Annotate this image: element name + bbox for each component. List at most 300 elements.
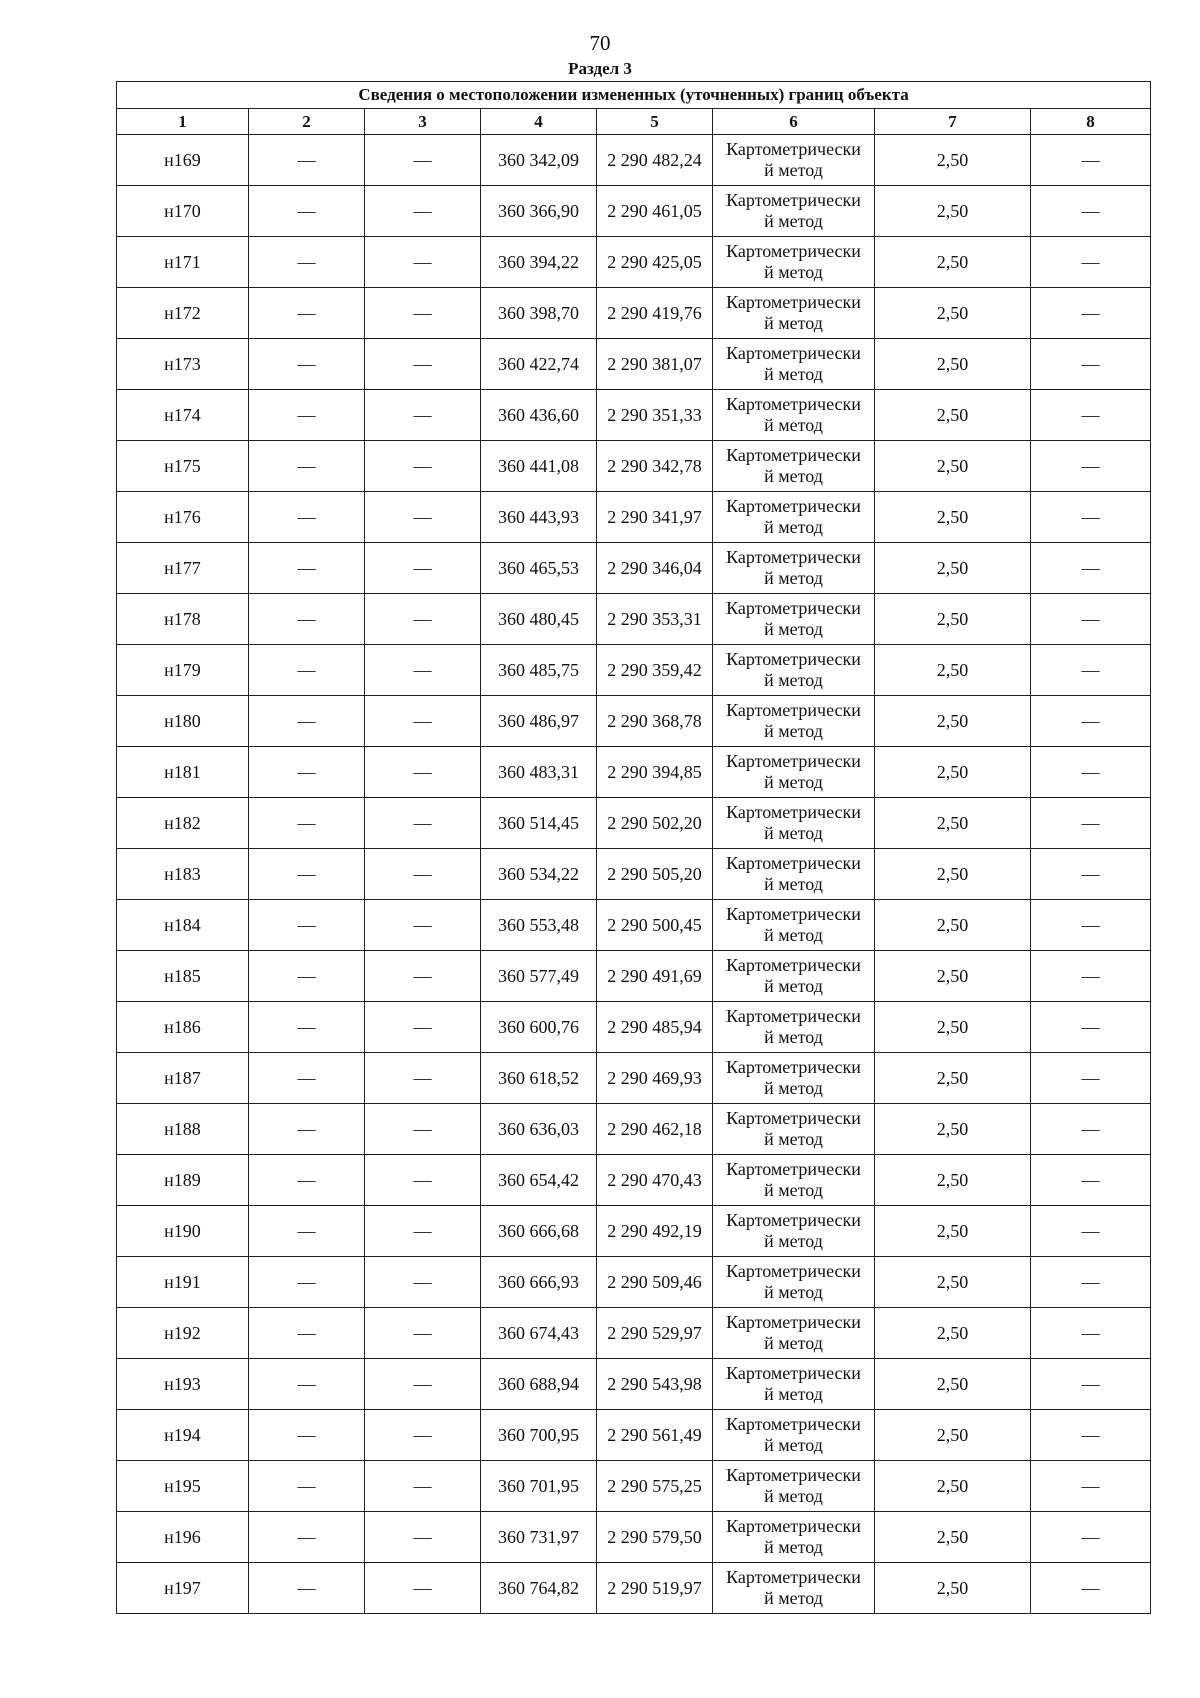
empty-dash-cell: — xyxy=(365,390,481,441)
table-row xyxy=(117,1104,1151,1155)
empty-dash-cell: — xyxy=(365,1104,481,1155)
x-coordinate-cell: 360 443,93 xyxy=(481,492,597,543)
method-text-line: й метод xyxy=(764,670,823,690)
empty-dash-cell: — xyxy=(1031,1053,1151,1104)
y-coordinate-cell: 2 290 492,19 xyxy=(597,1206,713,1257)
x-coordinate-cell: 360 600,76 xyxy=(481,1002,597,1053)
point-number-cell: н169 xyxy=(117,135,249,186)
empty-dash-cell: — xyxy=(249,900,365,951)
empty-dash-cell: — xyxy=(249,1002,365,1053)
precision-cell: 2,50 xyxy=(875,1155,1031,1206)
method-cell xyxy=(713,1461,875,1512)
x-coordinate-cell: 360 534,22 xyxy=(481,849,597,900)
table-row xyxy=(117,1206,1151,1257)
empty-dash-cell: — xyxy=(249,441,365,492)
point-number-cell: н172 xyxy=(117,288,249,339)
x-coordinate-cell: 360 700,95 xyxy=(481,1410,597,1461)
empty-dash-cell: — xyxy=(365,747,481,798)
method-cell xyxy=(713,441,875,492)
y-coordinate-cell: 2 290 502,20 xyxy=(597,798,713,849)
method-text-line: Картометрически xyxy=(726,1414,861,1434)
empty-dash-cell: — xyxy=(1031,339,1151,390)
empty-dash-cell: — xyxy=(1031,1257,1151,1308)
empty-dash-cell: — xyxy=(249,951,365,1002)
precision-cell: 2,50 xyxy=(875,441,1031,492)
x-coordinate-cell: 360 394,22 xyxy=(481,237,597,288)
y-coordinate-cell: 2 290 353,31 xyxy=(597,594,713,645)
method-text-line: й метод xyxy=(764,1333,823,1353)
empty-dash-cell: — xyxy=(1031,1512,1151,1563)
table-row xyxy=(117,543,1151,594)
method-text-line: й метод xyxy=(764,1486,823,1506)
empty-dash-cell: — xyxy=(365,1563,481,1614)
point-number-cell: н175 xyxy=(117,441,249,492)
method-text-line: й метод xyxy=(764,568,823,588)
table-row xyxy=(117,696,1151,747)
empty-dash-cell: — xyxy=(249,1563,365,1614)
empty-dash-cell: — xyxy=(1031,135,1151,186)
table-row xyxy=(117,390,1151,441)
method-cell xyxy=(713,135,875,186)
x-coordinate-cell: 360 398,70 xyxy=(481,288,597,339)
point-number-cell: н183 xyxy=(117,849,249,900)
empty-dash-cell: — xyxy=(365,1257,481,1308)
y-coordinate-cell: 2 290 579,50 xyxy=(597,1512,713,1563)
column-number: 7 xyxy=(875,109,1031,135)
method-text-line: Картометрически xyxy=(726,1516,861,1536)
empty-dash-cell: — xyxy=(1031,645,1151,696)
column-number: 3 xyxy=(365,109,481,135)
point-number-cell: н194 xyxy=(117,1410,249,1461)
column-number-row xyxy=(117,109,1151,135)
method-text-line: Картометрически xyxy=(726,1108,861,1128)
empty-dash-cell: — xyxy=(365,849,481,900)
method-text-line: й метод xyxy=(764,1027,823,1047)
method-text-line: й метод xyxy=(764,313,823,333)
y-coordinate-cell: 2 290 469,93 xyxy=(597,1053,713,1104)
precision-cell: 2,50 xyxy=(875,1308,1031,1359)
empty-dash-cell: — xyxy=(1031,1410,1151,1461)
method-text-line: Картометрически xyxy=(726,1006,861,1026)
precision-cell: 2,50 xyxy=(875,543,1031,594)
x-coordinate-cell: 360 666,93 xyxy=(481,1257,597,1308)
method-cell xyxy=(713,390,875,441)
method-cell xyxy=(713,1308,875,1359)
precision-cell: 2,50 xyxy=(875,237,1031,288)
y-coordinate-cell: 2 290 394,85 xyxy=(597,747,713,798)
x-coordinate-cell: 360 731,97 xyxy=(481,1512,597,1563)
point-number-cell: н185 xyxy=(117,951,249,1002)
point-number-cell: н191 xyxy=(117,1257,249,1308)
point-number-cell: н192 xyxy=(117,1308,249,1359)
method-text-line: й метод xyxy=(764,874,823,894)
method-text-line: Картометрически xyxy=(726,598,861,618)
x-coordinate-cell: 360 701,95 xyxy=(481,1461,597,1512)
empty-dash-cell: — xyxy=(365,1002,481,1053)
precision-cell: 2,50 xyxy=(875,951,1031,1002)
empty-dash-cell: — xyxy=(365,951,481,1002)
precision-cell: 2,50 xyxy=(875,1359,1031,1410)
table-row xyxy=(117,1053,1151,1104)
method-cell xyxy=(713,1563,875,1614)
empty-dash-cell: — xyxy=(1031,798,1151,849)
method-cell xyxy=(713,237,875,288)
method-text-line: й метод xyxy=(764,517,823,537)
y-coordinate-cell: 2 290 529,97 xyxy=(597,1308,713,1359)
empty-dash-cell: — xyxy=(365,135,481,186)
empty-dash-cell: — xyxy=(1031,747,1151,798)
point-number-cell: н193 xyxy=(117,1359,249,1410)
precision-cell: 2,50 xyxy=(875,339,1031,390)
point-number-cell: н184 xyxy=(117,900,249,951)
empty-dash-cell: — xyxy=(365,492,481,543)
empty-dash-cell: — xyxy=(365,1206,481,1257)
y-coordinate-cell: 2 290 462,18 xyxy=(597,1104,713,1155)
table-row xyxy=(117,1002,1151,1053)
y-coordinate-cell: 2 290 461,05 xyxy=(597,186,713,237)
y-coordinate-cell: 2 290 519,97 xyxy=(597,1563,713,1614)
method-text-line: й метод xyxy=(764,364,823,384)
x-coordinate-cell: 360 636,03 xyxy=(481,1104,597,1155)
method-cell xyxy=(713,186,875,237)
point-number-cell: н182 xyxy=(117,798,249,849)
precision-cell: 2,50 xyxy=(875,186,1031,237)
method-cell xyxy=(713,1206,875,1257)
method-text-line: й метод xyxy=(764,415,823,435)
y-coordinate-cell: 2 290 351,33 xyxy=(597,390,713,441)
empty-dash-cell: — xyxy=(1031,1206,1151,1257)
x-coordinate-cell: 360 486,97 xyxy=(481,696,597,747)
precision-cell: 2,50 xyxy=(875,288,1031,339)
empty-dash-cell: — xyxy=(249,747,365,798)
empty-dash-cell: — xyxy=(365,1308,481,1359)
table-row xyxy=(117,1308,1151,1359)
x-coordinate-cell: 360 342,09 xyxy=(481,135,597,186)
table-row xyxy=(117,186,1151,237)
table-row xyxy=(117,645,1151,696)
method-text-line: Картометрически xyxy=(726,649,861,669)
empty-dash-cell: — xyxy=(1031,951,1151,1002)
precision-cell: 2,50 xyxy=(875,594,1031,645)
empty-dash-cell: — xyxy=(249,339,365,390)
empty-dash-cell: — xyxy=(365,1410,481,1461)
precision-cell: 2,50 xyxy=(875,1104,1031,1155)
empty-dash-cell: — xyxy=(1031,594,1151,645)
x-coordinate-cell: 360 618,52 xyxy=(481,1053,597,1104)
table-row xyxy=(117,1359,1151,1410)
y-coordinate-cell: 2 290 359,42 xyxy=(597,645,713,696)
precision-cell: 2,50 xyxy=(875,1563,1031,1614)
precision-cell: 2,50 xyxy=(875,645,1031,696)
empty-dash-cell: — xyxy=(249,1104,365,1155)
method-text-line: й метод xyxy=(764,925,823,945)
y-coordinate-cell: 2 290 482,24 xyxy=(597,135,713,186)
column-number: 6 xyxy=(713,109,875,135)
table-row xyxy=(117,798,1151,849)
empty-dash-cell: — xyxy=(1031,237,1151,288)
x-coordinate-cell: 360 654,42 xyxy=(481,1155,597,1206)
method-text-line: Картометрически xyxy=(726,496,861,516)
empty-dash-cell: — xyxy=(249,135,365,186)
table-row xyxy=(117,1512,1151,1563)
method-cell xyxy=(713,1053,875,1104)
column-number: 5 xyxy=(597,109,713,135)
method-text-line: Картометрически xyxy=(726,1261,861,1281)
table-row xyxy=(117,1155,1151,1206)
point-number-cell: н181 xyxy=(117,747,249,798)
method-text-line: Картометрически xyxy=(726,547,861,567)
empty-dash-cell: — xyxy=(365,339,481,390)
empty-dash-cell: — xyxy=(365,543,481,594)
method-text-line: й метод xyxy=(764,1129,823,1149)
precision-cell: 2,50 xyxy=(875,1053,1031,1104)
method-text-line: Картометрически xyxy=(726,292,861,312)
empty-dash-cell: — xyxy=(1031,288,1151,339)
method-text-line: й метод xyxy=(764,262,823,282)
point-number-cell: н170 xyxy=(117,186,249,237)
method-text-line: Картометрически xyxy=(726,853,861,873)
y-coordinate-cell: 2 290 509,46 xyxy=(597,1257,713,1308)
empty-dash-cell: — xyxy=(1031,900,1151,951)
y-coordinate-cell: 2 290 485,94 xyxy=(597,1002,713,1053)
empty-dash-cell: — xyxy=(365,798,481,849)
column-number: 8 xyxy=(1031,109,1151,135)
empty-dash-cell: — xyxy=(249,1461,365,1512)
empty-dash-cell: — xyxy=(365,594,481,645)
method-cell xyxy=(713,696,875,747)
empty-dash-cell: — xyxy=(249,543,365,594)
empty-dash-cell: — xyxy=(1031,390,1151,441)
table-row xyxy=(117,492,1151,543)
method-text-line: Картометрически xyxy=(726,955,861,975)
method-text-line: Картометрически xyxy=(726,1057,861,1077)
method-cell xyxy=(713,747,875,798)
table-row xyxy=(117,339,1151,390)
empty-dash-cell: — xyxy=(365,1359,481,1410)
method-text-line: Картометрически xyxy=(726,139,861,159)
y-coordinate-cell: 2 290 491,69 xyxy=(597,951,713,1002)
method-text-line: Картометрически xyxy=(726,445,861,465)
x-coordinate-cell: 360 436,60 xyxy=(481,390,597,441)
column-number: 1 xyxy=(117,109,249,135)
method-text-line: й метод xyxy=(764,823,823,843)
empty-dash-cell: — xyxy=(1031,1104,1151,1155)
y-coordinate-cell: 2 290 425,05 xyxy=(597,237,713,288)
method-text-line: й метод xyxy=(764,160,823,180)
empty-dash-cell: — xyxy=(1031,492,1151,543)
y-coordinate-cell: 2 290 561,49 xyxy=(597,1410,713,1461)
point-number-cell: н176 xyxy=(117,492,249,543)
table-row xyxy=(117,849,1151,900)
boundary-points-table xyxy=(116,81,1151,1614)
empty-dash-cell: — xyxy=(249,1155,365,1206)
method-text-line: Картометрически xyxy=(726,241,861,261)
table-row xyxy=(117,1461,1151,1512)
method-cell xyxy=(713,798,875,849)
method-text-line: й метод xyxy=(764,1231,823,1251)
point-number-cell: н178 xyxy=(117,594,249,645)
method-text-line: Картометрически xyxy=(726,394,861,414)
method-text-line: Картометрически xyxy=(726,190,861,210)
method-text-line: Картометрически xyxy=(726,700,861,720)
x-coordinate-cell: 360 366,90 xyxy=(481,186,597,237)
method-text-line: й метод xyxy=(764,466,823,486)
method-text-line: й метод xyxy=(764,1588,823,1608)
table-row xyxy=(117,1410,1151,1461)
x-coordinate-cell: 360 465,53 xyxy=(481,543,597,594)
method-text-line: й метод xyxy=(764,1435,823,1455)
empty-dash-cell: — xyxy=(365,441,481,492)
empty-dash-cell: — xyxy=(249,849,365,900)
point-number-cell: н179 xyxy=(117,645,249,696)
column-number: 2 xyxy=(249,109,365,135)
precision-cell: 2,50 xyxy=(875,390,1031,441)
point-number-cell: н180 xyxy=(117,696,249,747)
empty-dash-cell: — xyxy=(365,1053,481,1104)
point-number-cell: н177 xyxy=(117,543,249,594)
empty-dash-cell: — xyxy=(365,1461,481,1512)
empty-dash-cell: — xyxy=(1031,1461,1151,1512)
method-cell xyxy=(713,339,875,390)
method-cell xyxy=(713,1359,875,1410)
empty-dash-cell: — xyxy=(249,696,365,747)
method-text-line: й метод xyxy=(764,1537,823,1557)
precision-cell: 2,50 xyxy=(875,1461,1031,1512)
empty-dash-cell: — xyxy=(249,1359,365,1410)
method-text-line: Картометрически xyxy=(726,343,861,363)
empty-dash-cell: — xyxy=(365,900,481,951)
table-row xyxy=(117,441,1151,492)
y-coordinate-cell: 2 290 381,07 xyxy=(597,339,713,390)
method-cell xyxy=(713,1155,875,1206)
method-text-line: Картометрически xyxy=(726,1363,861,1383)
method-text-line: Картометрически xyxy=(726,802,861,822)
empty-dash-cell: — xyxy=(249,390,365,441)
x-coordinate-cell: 360 674,43 xyxy=(481,1308,597,1359)
precision-cell: 2,50 xyxy=(875,747,1031,798)
method-text-line: Картометрически xyxy=(726,1312,861,1332)
empty-dash-cell: — xyxy=(249,594,365,645)
table-row xyxy=(117,594,1151,645)
page-number: 70 xyxy=(589,31,611,55)
method-text-line: Картометрически xyxy=(726,1465,861,1485)
precision-cell: 2,50 xyxy=(875,1410,1031,1461)
table-row xyxy=(117,288,1151,339)
empty-dash-cell: — xyxy=(249,1512,365,1563)
method-cell xyxy=(713,849,875,900)
precision-cell: 2,50 xyxy=(875,135,1031,186)
method-text-line: Картометрически xyxy=(726,1210,861,1230)
point-number-cell: н173 xyxy=(117,339,249,390)
x-coordinate-cell: 360 483,31 xyxy=(481,747,597,798)
x-coordinate-cell: 360 553,48 xyxy=(481,900,597,951)
empty-dash-cell: — xyxy=(365,696,481,747)
precision-cell: 2,50 xyxy=(875,1512,1031,1563)
empty-dash-cell: — xyxy=(249,288,365,339)
empty-dash-cell: — xyxy=(1031,1155,1151,1206)
method-text-line: Картометрически xyxy=(726,904,861,924)
empty-dash-cell: — xyxy=(365,186,481,237)
y-coordinate-cell: 2 290 342,78 xyxy=(597,441,713,492)
empty-dash-cell: — xyxy=(365,1512,481,1563)
y-coordinate-cell: 2 290 470,43 xyxy=(597,1155,713,1206)
method-text-line: Картометрически xyxy=(726,751,861,771)
method-cell xyxy=(713,951,875,1002)
method-text-line: й метод xyxy=(764,619,823,639)
precision-cell: 2,50 xyxy=(875,1257,1031,1308)
method-text-line: й метод xyxy=(764,772,823,792)
empty-dash-cell: — xyxy=(1031,1359,1151,1410)
y-coordinate-cell: 2 290 575,25 xyxy=(597,1461,713,1512)
precision-cell: 2,50 xyxy=(875,900,1031,951)
empty-dash-cell: — xyxy=(1031,1308,1151,1359)
method-cell xyxy=(713,1257,875,1308)
method-cell xyxy=(713,288,875,339)
empty-dash-cell: — xyxy=(249,1308,365,1359)
method-cell xyxy=(713,645,875,696)
point-number-cell: н171 xyxy=(117,237,249,288)
x-coordinate-cell: 360 514,45 xyxy=(481,798,597,849)
empty-dash-cell: — xyxy=(365,288,481,339)
y-coordinate-cell: 2 290 543,98 xyxy=(597,1359,713,1410)
empty-dash-cell: — xyxy=(365,645,481,696)
empty-dash-cell: — xyxy=(249,1206,365,1257)
x-coordinate-cell: 360 485,75 xyxy=(481,645,597,696)
method-cell xyxy=(713,1104,875,1155)
method-text-line: Картометрически xyxy=(726,1159,861,1179)
precision-cell: 2,50 xyxy=(875,1206,1031,1257)
point-number-cell: н190 xyxy=(117,1206,249,1257)
empty-dash-cell: — xyxy=(249,1410,365,1461)
y-coordinate-cell: 2 290 346,04 xyxy=(597,543,713,594)
table-title: Сведения о местоположении измененных (уточненных) границ объекта xyxy=(117,82,1151,109)
point-number-cell: н196 xyxy=(117,1512,249,1563)
empty-dash-cell: — xyxy=(1031,543,1151,594)
precision-cell: 2,50 xyxy=(875,696,1031,747)
point-number-cell: н188 xyxy=(117,1104,249,1155)
empty-dash-cell: — xyxy=(249,1053,365,1104)
y-coordinate-cell: 2 290 419,76 xyxy=(597,288,713,339)
empty-dash-cell: — xyxy=(365,1155,481,1206)
empty-dash-cell: — xyxy=(249,645,365,696)
x-coordinate-cell: 360 666,68 xyxy=(481,1206,597,1257)
method-text-line: й метод xyxy=(764,1384,823,1404)
table-title-row xyxy=(117,82,1151,109)
y-coordinate-cell: 2 290 341,97 xyxy=(597,492,713,543)
method-text-line: й метод xyxy=(764,1078,823,1098)
method-text-line: й метод xyxy=(764,976,823,996)
table-row xyxy=(117,951,1151,1002)
table-row xyxy=(117,1563,1151,1614)
table-row xyxy=(117,135,1151,186)
table-row xyxy=(117,900,1151,951)
point-number-cell: н197 xyxy=(117,1563,249,1614)
x-coordinate-cell: 360 688,94 xyxy=(481,1359,597,1410)
empty-dash-cell: — xyxy=(365,237,481,288)
y-coordinate-cell: 2 290 505,20 xyxy=(597,849,713,900)
method-text-line: й метод xyxy=(764,1282,823,1302)
method-cell xyxy=(713,1002,875,1053)
point-number-cell: н195 xyxy=(117,1461,249,1512)
empty-dash-cell: — xyxy=(249,492,365,543)
point-number-cell: н187 xyxy=(117,1053,249,1104)
empty-dash-cell: — xyxy=(1031,186,1151,237)
x-coordinate-cell: 360 480,45 xyxy=(481,594,597,645)
precision-cell: 2,50 xyxy=(875,849,1031,900)
x-coordinate-cell: 360 577,49 xyxy=(481,951,597,1002)
method-text-line: Картометрически xyxy=(726,1567,861,1587)
x-coordinate-cell: 360 441,08 xyxy=(481,441,597,492)
